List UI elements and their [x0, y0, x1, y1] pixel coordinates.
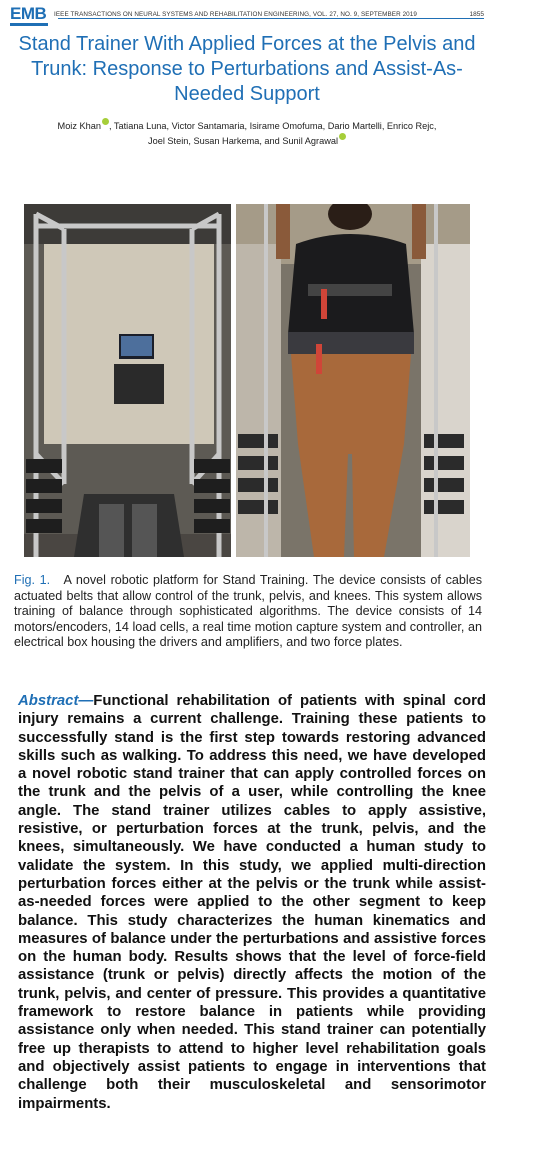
user-in-harness-illustration — [236, 204, 470, 557]
orcid-icon[interactable] — [339, 133, 346, 140]
header-rule — [58, 18, 484, 19]
author-list-rest: , Tatiana Luna, Victor Santamaria, Isirame Omofuma, Dario Martelli, Enrico Rejc, — [108, 121, 437, 132]
abstract-label: Abstract— — [18, 693, 94, 709]
author-list — [20, 118, 474, 148]
author-first: Moiz Khan — [57, 121, 101, 132]
emb-logo-text: EMB — [10, 4, 47, 23]
figure-caption — [14, 573, 482, 651]
journal-line: IEEE TRANSACTIONS ON NEURAL SYSTEMS AND REHABILITATION ENGINEERING, VOL. 27, NO. 9, SEPTEMBER 2019 — [54, 10, 417, 18]
abstract-text: Functional rehabilitation of patients with spinal cord injury remains a current challenge. Training these patients to successfully stand is the first step towards restoring advanced skills such as walking. To address this need, we have developed a novel robotic stand trainer that can apply controlled forces on the trunk and the pelvis of a user, while controlling the knee angle. The stand trainer utilizes cables to apply assistive, resistive, or perturbation forces at the trunk, pelvis, and the knees, simultaneously. We have conducted a human study to validate the system. In this study, we applied multi-direction perturbation forces either at the pelvis or the trunk while assist-as-needed forces were applied to the other segment to keep balance. This study characterizes the human kinematics and measures of balance under the perturbations and assistive forces on the human body. Results shows that the level of force-field assistance (trunk or pelvis) directly affects the motion of the trunk, pelvis, and center of pressure. This provides a quantitative framework to restore balance in patients while providing assistance only when needed. This stand trainer can potentially free up therapists to attend to higher level rehabilitation goals and objectively assist patients to engage in interventions that challenge both their musculoskeletal and sensorimotor impairments. — [18, 693, 486, 1112]
figure-1 — [24, 204, 470, 557]
emb-logo — [10, 4, 54, 24]
photo-stand-trainer-frame — [24, 204, 231, 557]
stand-trainer-frame-illustration — [24, 204, 231, 557]
orcid-icon[interactable] — [102, 118, 109, 125]
author-line-2: Joel Stein, Susan Harkema, and Sunil Agrawal — [148, 136, 338, 147]
figure-caption-text: A novel robotic platform for Stand Training. The device consists of cables actuated belts that allow control of the trunk, pelvis, and knees. This system allows training of balance through sophisticated algorithms. The device consists of 14 motors/encoders, 14 load cells, a real time motion capture system and controller, an electrical box housing the drivers and amplifiers, and two force plates. — [14, 573, 482, 650]
photo-user-in-harness — [236, 204, 470, 557]
paper-title: Stand Trainer With Applied Forces at the Pelvis and Trunk: Response to Perturbations and Assist-As-Needed Support — [18, 33, 476, 105]
running-header — [10, 4, 484, 24]
page-number: 1855 — [469, 10, 484, 18]
abstract — [18, 692, 486, 1113]
figure-label: Fig. 1. — [14, 573, 51, 587]
emb-logo-underline — [10, 23, 48, 26]
